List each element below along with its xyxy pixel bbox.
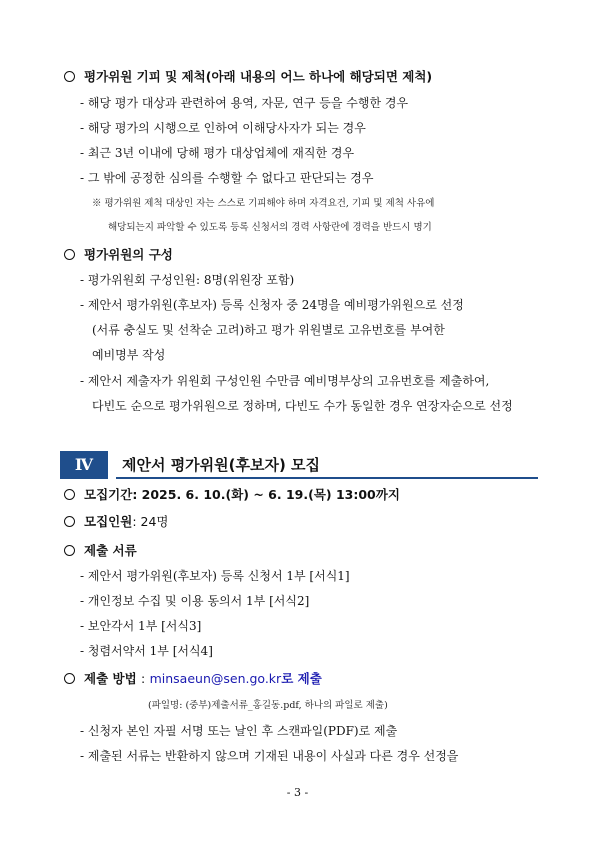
recusal-item: - 최근 3년 이내에 당해 평가 대상업체에 재직한 경우 xyxy=(80,146,355,160)
composition-item: - 제안서 평가위원(후보자) 등록 신청자 중 24명을 예비평가위원으로 선정 xyxy=(80,298,464,312)
recusal-item: - 해당 평가 대상과 관련하여 용역, 자문, 연구 등을 수행한 경우 xyxy=(80,96,409,110)
recusal-heading: 평가위원 기피 및 제척(아래 내용의 어느 하나에 해당되면 제척) xyxy=(64,69,432,85)
section-title: 제안서 평가위원(후보자) 모집 xyxy=(122,456,321,474)
composition-heading: 평가위원의 구성 xyxy=(64,247,173,263)
doc-item: - 제안서 평가위원(후보자) 등록 신청서 1부 [서식1] xyxy=(80,569,350,583)
circle-bullet-icon xyxy=(64,71,75,82)
circle-bullet-icon xyxy=(64,489,75,500)
composition-item-cont: (서류 충실도 및 선착순 고려)하고 평가 위원별로 고유번호를 부여한 xyxy=(92,323,445,337)
docs-heading: 제출 서류 xyxy=(64,543,137,559)
recusal-item: - 해당 평가의 시행으로 인하여 이해당사자가 되는 경우 xyxy=(80,121,366,135)
submit-email-link[interactable]: minsaeun@sen.go.kr xyxy=(149,671,282,686)
section-number: Ⅳ xyxy=(60,451,108,479)
recruit-count: 모집인원: 24명 xyxy=(64,514,168,530)
doc-item: - 보안각서 1부 [서식3] xyxy=(80,619,202,633)
composition-item: - 평가위원회 구성인원: 8명(위원장 포함) xyxy=(80,273,295,287)
recusal-note-cont: 해당되는지 파악할 수 있도록 등록 신청서의 경력 사항란에 경력을 반드시 명기 xyxy=(108,222,432,233)
recusal-note: ※ 평가위원 제척 대상인 자는 스스로 기피해야 하며 자격요건, 기피 및 제척 사유에 xyxy=(92,198,435,209)
submit-rule: - 제출된 서류는 반환하지 않으며 기재된 내용이 사실과 다른 경우 선정을 xyxy=(80,749,459,763)
circle-bullet-icon xyxy=(64,673,75,684)
doc-item: - 청렴서약서 1부 [서식4] xyxy=(80,644,213,658)
composition-item: - 제안서 제출자가 위원회 구성인원 수만큼 예비명부상의 고유번호를 제출하여, xyxy=(80,374,490,388)
submit-rule: - 신청자 본인 자필 서명 또는 날인 후 스캔파일(PDF)로 제출 xyxy=(80,724,398,738)
doc-item: - 개인정보 수집 및 이용 동의서 1부 [서식2] xyxy=(80,594,310,608)
circle-bullet-icon xyxy=(64,516,75,527)
circle-bullet-icon xyxy=(64,545,75,556)
recruit-period: 모집기간: 2025. 6. 10.(화) ~ 6. 19.(목) 13:00까지 xyxy=(64,487,400,503)
section-header xyxy=(60,451,538,479)
page-number: - 3 - xyxy=(286,786,309,799)
section-underline xyxy=(116,477,538,479)
circle-bullet-icon xyxy=(64,249,75,260)
composition-item-cont: 다빈도 순으로 평가위원으로 정하며, 다빈도 수가 동일한 경우 연장자순으로 선정 xyxy=(92,399,513,413)
filename-note: (파일명: (중부)제출서류_홍길동.pdf, 하나의 파일로 제출) xyxy=(148,700,388,711)
submit-method: 제출 방법 : minsaeun@sen.go.kr로 제출 xyxy=(64,671,322,687)
composition-item-cont: 예비명부 작성 xyxy=(92,348,166,362)
recusal-item: - 그 밖에 공정한 심의를 수행할 수 없다고 판단되는 경우 xyxy=(80,171,374,185)
